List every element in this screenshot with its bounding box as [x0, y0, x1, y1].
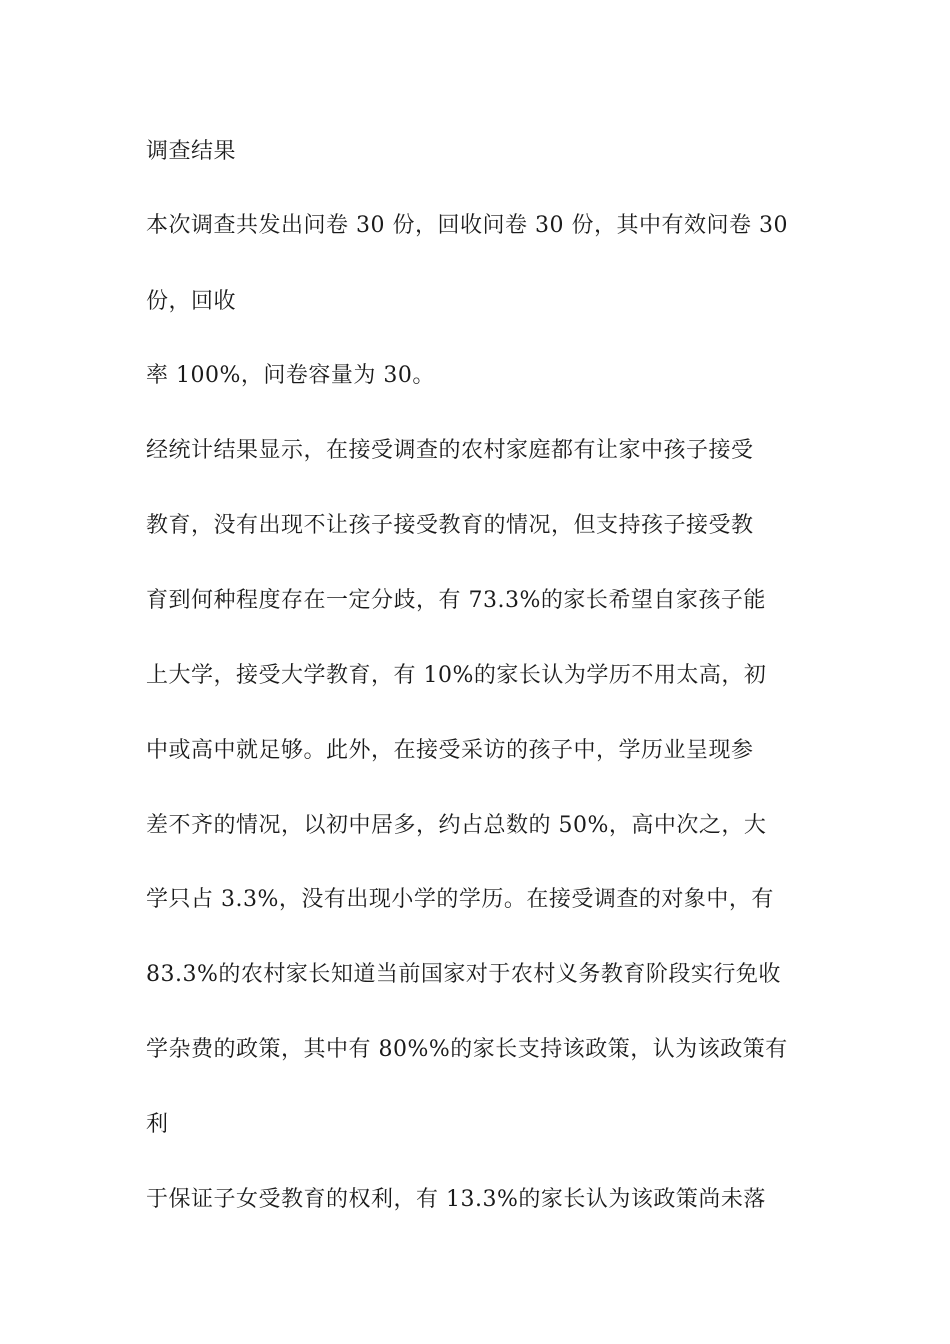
text-line: 于保证子女受教育的权利，有 13.3%的家长认为该政策尚未落	[146, 1187, 766, 1212]
section-heading: 调查结果	[146, 139, 237, 164]
text-line: 利	[146, 1112, 169, 1137]
text-line: 教育，没有出现不让孩子接受教育的情况，但支持孩子接受教	[146, 513, 754, 538]
text-line: 份，回收	[146, 289, 237, 314]
text-line: 本次调查共发出问卷 30 份，回收问卷 30 份，其中有效问卷 30	[146, 213, 788, 238]
text-line: 育到何种程度存在一定分歧，有 73.3%的家长希望自家孩子能	[146, 588, 766, 613]
text-line: 83.3%的农村家长知道当前国家对于农村义务教育阶段实行免收	[146, 962, 781, 987]
text-line: 经统计结果显示，在接受调查的农村家庭都有让家中孩子接受	[146, 438, 754, 463]
text-line: 率 100%，问卷容量为 30。	[146, 363, 435, 388]
text-line: 差不齐的情况，以初中居多，约占总数的 50%，高中次之，大	[146, 813, 767, 838]
text-line: 中或高中就足够。此外，在接受采访的孩子中，学历业呈现参	[146, 738, 754, 763]
text-line: 学杂费的政策，其中有 80%%的家长支持该政策，认为该政策有	[146, 1037, 788, 1062]
text-line: 上大学，接受大学教育，有 10%的家长认为学历不用太高，初	[146, 663, 767, 688]
text-line: 学只占 3.3%，没有出现小学的学历。在接受调查的对象中，有	[146, 887, 774, 912]
